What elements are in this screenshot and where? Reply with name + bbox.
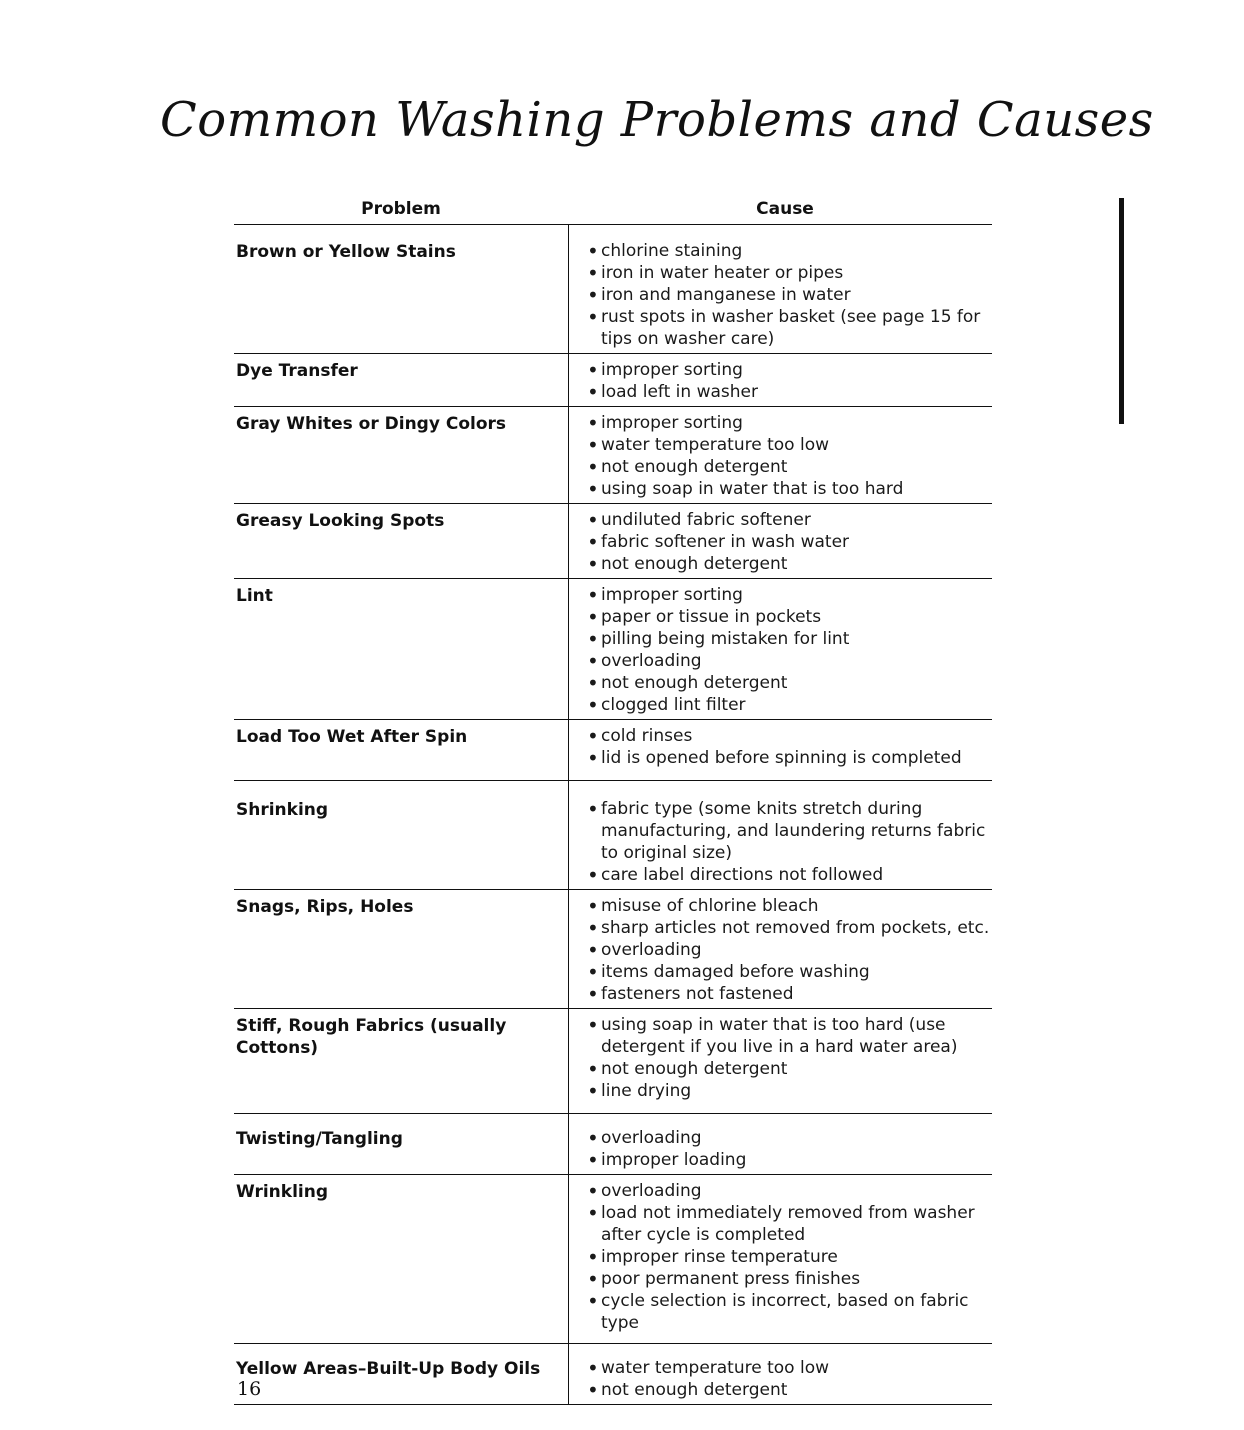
table-row <box>234 781 992 890</box>
header-cause: Cause <box>756 199 814 219</box>
problem-cell: Brown or Yellow Stains <box>236 242 456 262</box>
table-row <box>234 720 992 781</box>
cause-item: • water temperature too low <box>587 1357 992 1379</box>
cause-item: • overloading <box>587 1127 992 1149</box>
cause-item: • not enough detergent <box>587 553 992 575</box>
table-body <box>234 225 992 1405</box>
cause-item: • improper sorting <box>587 584 992 606</box>
cause-item: • not enough detergent <box>587 1058 992 1080</box>
cause-item: • chlorine staining <box>587 240 992 262</box>
cause-cell <box>568 1114 992 1174</box>
table-row <box>234 1175 992 1344</box>
cause-cell <box>568 504 992 578</box>
cause-item: • improper sorting <box>587 359 992 381</box>
cause-cell <box>568 720 992 780</box>
cause-item: • iron in water heater or pipes <box>587 262 992 284</box>
cause-item: • using soap in water that is too hard <box>587 478 992 500</box>
cause-item: • iron and manganese in water <box>587 284 992 306</box>
cause-item: • not enough detergent <box>587 672 992 694</box>
cause-item: • water temperature too low <box>587 434 992 456</box>
problem-cell: Snags, Rips, Holes <box>236 897 414 917</box>
cause-cell <box>568 354 992 406</box>
cause-cell <box>568 579 992 719</box>
page-title: Common Washing Problems and Causes <box>160 92 1154 148</box>
cause-cell <box>568 1344 992 1404</box>
header-problem: Problem <box>361 199 441 219</box>
cause-list <box>587 1127 992 1171</box>
cause-list <box>587 412 992 500</box>
cause-list <box>587 240 992 350</box>
cause-item: • cold rinses <box>587 725 992 747</box>
table-row <box>234 1114 992 1175</box>
cause-list <box>587 725 992 769</box>
cause-item: • lid is opened before spinning is completed <box>587 747 992 769</box>
cause-item: • poor permanent press finishes <box>587 1268 992 1290</box>
cause-item: • care label directions not followed <box>587 864 992 886</box>
table-row <box>234 1009 992 1114</box>
cause-item: • paper or tissue in pockets <box>587 606 992 628</box>
cause-item: • cycle selection is incorrect, based on fabric type <box>587 1290 992 1334</box>
cause-item: • overloading <box>587 1180 992 1202</box>
cause-list <box>587 798 992 886</box>
cause-list <box>587 1357 992 1401</box>
table-row <box>234 504 992 579</box>
problem-cell: Twisting/Tangling <box>236 1129 403 1149</box>
cause-item: • line drying <box>587 1080 992 1102</box>
problem-cell: Shrinking <box>236 800 329 820</box>
table-header <box>234 196 992 225</box>
cause-item: • fabric softener in wash water <box>587 531 992 553</box>
cause-list <box>587 359 992 403</box>
cause-item: • undiluted fabric softener <box>587 509 992 531</box>
problem-cell: Load Too Wet After Spin <box>236 727 468 747</box>
problem-cell: Gray Whites or Dingy Colors <box>236 414 507 434</box>
cause-list <box>587 509 992 575</box>
cause-item: • fasteners not fastened <box>587 983 992 1005</box>
problem-cell: Stiff, Rough Fabrics (usually Cottons) <box>236 1016 507 1058</box>
cause-item: • not enough detergent <box>587 456 992 478</box>
cause-cell <box>568 1009 992 1113</box>
side-marker-bar <box>1119 198 1124 424</box>
problem-cell: Yellow Areas–Built-Up Body Oils <box>236 1359 541 1379</box>
cause-list <box>587 1180 992 1334</box>
problem-cell: Greasy Looking Spots <box>236 511 445 531</box>
cause-item: • fabric type (some knits stretch during manufacturing, and laundering returns fabric to original size) <box>587 798 992 864</box>
cause-item: • pilling being mistaken for lint <box>587 628 992 650</box>
cause-item: • load not immediately removed from washer after cycle is completed <box>587 1202 992 1246</box>
cause-item: • misuse of chlorine bleach <box>587 895 992 917</box>
cause-item: • not enough detergent <box>587 1379 992 1401</box>
cause-item: • using soap in water that is too hard (use detergent if you live in a hard water area) <box>587 1014 992 1058</box>
table-row <box>234 1344 992 1405</box>
cause-item: • clogged lint filter <box>587 694 992 716</box>
problem-cell: Wrinkling <box>236 1182 328 1202</box>
cause-cell <box>568 1175 992 1343</box>
problem-cell: Lint <box>236 586 273 606</box>
cause-item: • load left in washer <box>587 381 992 403</box>
cause-list <box>587 584 992 716</box>
cause-item: • rust spots in washer basket (see page 15 for tips on washer care) <box>587 306 992 350</box>
cause-item: • items damaged before washing <box>587 961 992 983</box>
cause-item: • improper rinse temperature <box>587 1246 992 1268</box>
cause-list <box>587 1014 992 1102</box>
cause-item: • overloading <box>587 650 992 672</box>
page-number: 16 <box>237 1378 262 1400</box>
table-row <box>234 579 992 720</box>
cause-cell <box>568 225 992 353</box>
cause-item: • improper loading <box>587 1149 992 1171</box>
table-row <box>234 354 992 407</box>
problems-table <box>234 196 992 1405</box>
cause-cell <box>568 890 992 1008</box>
cause-item: • improper sorting <box>587 412 992 434</box>
cause-item: • overloading <box>587 939 992 961</box>
problem-cell: Dye Transfer <box>236 361 358 381</box>
cause-list <box>587 895 992 1005</box>
table-row <box>234 890 992 1009</box>
table-row <box>234 225 992 354</box>
cause-cell <box>568 781 992 889</box>
cause-cell <box>568 407 992 503</box>
cause-item: • sharp articles not removed from pockets, etc. <box>587 917 992 939</box>
table-row <box>234 407 992 504</box>
